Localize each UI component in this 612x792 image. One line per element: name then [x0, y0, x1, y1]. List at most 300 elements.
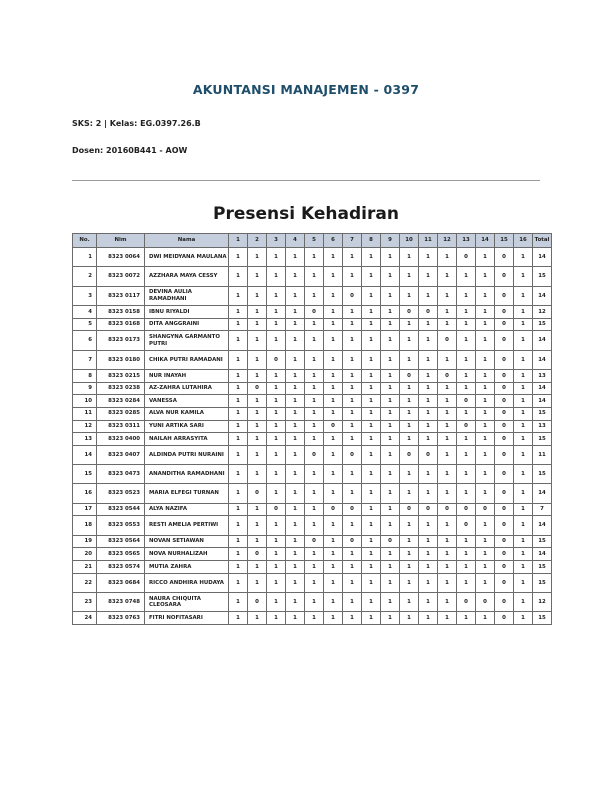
- attendance-mark: 1: [305, 548, 324, 561]
- attendance-mark: 1: [248, 331, 267, 350]
- column-header: 14: [476, 234, 495, 248]
- attendance-mark: 1: [248, 612, 267, 625]
- attendance-mark: 1: [476, 573, 495, 592]
- attendance-mark: 1: [400, 484, 419, 503]
- attendance-mark: 1: [267, 612, 286, 625]
- attendance-mark: 1: [400, 420, 419, 433]
- attendance-mark: 1: [267, 395, 286, 408]
- row-number: 20: [73, 548, 97, 561]
- attendance-mark: 1: [457, 318, 476, 331]
- attendance-mark: 1: [514, 516, 533, 535]
- column-header: 13: [457, 234, 476, 248]
- attendance-mark: 1: [514, 484, 533, 503]
- attendance-mark: 0: [457, 503, 476, 516]
- attendance-mark: 1: [514, 548, 533, 561]
- attendance-mark: 1: [362, 350, 381, 369]
- attendance-mark: 1: [286, 331, 305, 350]
- attendance-total: 12: [533, 593, 552, 612]
- attendance-mark: 1: [476, 465, 495, 484]
- attendance-mark: 1: [514, 433, 533, 446]
- attendance-mark: 1: [476, 248, 495, 267]
- attendance-mark: 1: [286, 370, 305, 383]
- student-name: FITRI NOFITASARI: [145, 612, 229, 625]
- attendance-mark: 1: [381, 516, 400, 535]
- attendance-mark: 0: [457, 248, 476, 267]
- attendance-mark: 1: [457, 612, 476, 625]
- attendance-mark: 1: [400, 593, 419, 612]
- student-name: DITA ANGGRAINI: [145, 318, 229, 331]
- attendance-mark: 1: [229, 593, 248, 612]
- attendance-mark: 0: [343, 286, 362, 305]
- attendance-mark: 1: [476, 612, 495, 625]
- attendance-mark: 1: [343, 420, 362, 433]
- column-header: 1: [229, 234, 248, 248]
- attendance-mark: 1: [514, 318, 533, 331]
- attendance-mark: 0: [400, 370, 419, 383]
- attendance-mark: 1: [476, 420, 495, 433]
- row-number: 9: [73, 382, 97, 395]
- attendance-mark: 0: [438, 331, 457, 350]
- attendance-mark: 1: [267, 516, 286, 535]
- attendance-mark: 1: [286, 248, 305, 267]
- attendance-mark: 1: [438, 465, 457, 484]
- attendance-mark: 1: [286, 382, 305, 395]
- attendance-mark: 1: [286, 395, 305, 408]
- attendance-mark: 0: [495, 433, 514, 446]
- attendance-mark: 1: [381, 420, 400, 433]
- row-number: 8: [73, 370, 97, 383]
- attendance-mark: 1: [400, 516, 419, 535]
- attendance-total: 13: [533, 420, 552, 433]
- attendance-mark: 1: [400, 248, 419, 267]
- table-row: [73, 561, 552, 574]
- attendance-mark: 1: [362, 445, 381, 464]
- table-row: [73, 318, 552, 331]
- column-header: No.: [73, 234, 97, 248]
- student-id: 8323 0158: [97, 306, 145, 319]
- attendance-mark: 1: [457, 535, 476, 548]
- attendance-mark: 1: [400, 407, 419, 420]
- attendance-mark: 1: [229, 516, 248, 535]
- attendance-mark: 1: [286, 286, 305, 305]
- attendance-mark: 1: [343, 516, 362, 535]
- attendance-total: 11: [533, 445, 552, 464]
- attendance-mark: 0: [495, 267, 514, 286]
- row-number: 18: [73, 516, 97, 535]
- attendance-mark: 1: [381, 331, 400, 350]
- student-name: DWI MEIDYANA MAULANA: [145, 248, 229, 267]
- attendance-mark: 1: [343, 350, 362, 369]
- student-id: 8323 0064: [97, 248, 145, 267]
- attendance-mark: 1: [267, 407, 286, 420]
- attendance-mark: 0: [248, 548, 267, 561]
- attendance-mark: 1: [343, 370, 362, 383]
- attendance-mark: 1: [286, 433, 305, 446]
- attendance-mark: 1: [305, 593, 324, 612]
- attendance-mark: 0: [324, 503, 343, 516]
- attendance-mark: 1: [267, 465, 286, 484]
- table-row: [73, 370, 552, 383]
- attendance-mark: 1: [476, 286, 495, 305]
- attendance-mark: 1: [305, 516, 324, 535]
- attendance-mark: 1: [305, 433, 324, 446]
- attendance-mark: 1: [324, 612, 343, 625]
- table-row: [73, 306, 552, 319]
- attendance-mark: 0: [343, 535, 362, 548]
- attendance-mark: 1: [476, 382, 495, 395]
- attendance-mark: 0: [476, 503, 495, 516]
- attendance-mark: 1: [305, 331, 324, 350]
- attendance-mark: 1: [457, 331, 476, 350]
- attendance-mark: 1: [381, 573, 400, 592]
- attendance-mark: 0: [248, 593, 267, 612]
- attendance-mark: 0: [495, 573, 514, 592]
- student-name: SHANGYNA GARMANTO PUTRI: [145, 331, 229, 350]
- attendance-mark: 1: [438, 548, 457, 561]
- attendance-mark: 1: [305, 561, 324, 574]
- attendance-mark: 1: [419, 420, 438, 433]
- attendance-mark: 1: [267, 420, 286, 433]
- column-header: 3: [267, 234, 286, 248]
- attendance-mark: 1: [229, 535, 248, 548]
- table-row: [73, 535, 552, 548]
- attendance-mark: 1: [343, 395, 362, 408]
- attendance-mark: 0: [495, 612, 514, 625]
- attendance-mark: 1: [362, 382, 381, 395]
- attendance-mark: 0: [457, 420, 476, 433]
- attendance-mark: 1: [476, 561, 495, 574]
- attendance-mark: 1: [400, 395, 419, 408]
- student-id: 8323 0284: [97, 395, 145, 408]
- attendance-mark: 1: [267, 561, 286, 574]
- attendance-mark: 0: [305, 535, 324, 548]
- row-number: 12: [73, 420, 97, 433]
- attendance-mark: 0: [495, 445, 514, 464]
- attendance-mark: 1: [286, 561, 305, 574]
- attendance-mark: 1: [514, 420, 533, 433]
- attendance-mark: 1: [229, 267, 248, 286]
- attendance-mark: 1: [381, 561, 400, 574]
- attendance-mark: 1: [305, 248, 324, 267]
- attendance-mark: 1: [343, 548, 362, 561]
- student-name: ANANDITHA RAMADHANI: [145, 465, 229, 484]
- attendance-mark: 1: [286, 612, 305, 625]
- attendance-mark: 1: [438, 484, 457, 503]
- attendance-mark: 1: [438, 573, 457, 592]
- attendance-mark: 1: [457, 407, 476, 420]
- attendance-mark: 1: [457, 350, 476, 369]
- attendance-mark: 1: [229, 433, 248, 446]
- attendance-mark: 1: [267, 573, 286, 592]
- attendance-mark: 1: [324, 370, 343, 383]
- attendance-mark: 0: [419, 306, 438, 319]
- attendance-mark: 1: [362, 593, 381, 612]
- attendance-mark: 1: [229, 465, 248, 484]
- attendance-mark: 1: [476, 445, 495, 464]
- attendance-mark: 1: [400, 612, 419, 625]
- attendance-mark: 1: [343, 573, 362, 592]
- attendance-mark: 1: [286, 573, 305, 592]
- table-row: [73, 286, 552, 305]
- attendance-mark: 1: [438, 535, 457, 548]
- attendance-mark: 1: [343, 561, 362, 574]
- attendance-mark: 1: [362, 267, 381, 286]
- attendance-mark: 1: [362, 407, 381, 420]
- attendance-mark: 1: [381, 286, 400, 305]
- attendance-mark: 1: [286, 465, 305, 484]
- attendance-mark: 1: [362, 561, 381, 574]
- attendance-mark: 1: [324, 465, 343, 484]
- attendance-mark: 1: [305, 484, 324, 503]
- attendance-mark: 1: [324, 516, 343, 535]
- attendance-mark: 0: [457, 395, 476, 408]
- attendance-mark: 1: [419, 370, 438, 383]
- attendance-mark: 1: [286, 420, 305, 433]
- row-number: 14: [73, 445, 97, 464]
- attendance-mark: 1: [514, 331, 533, 350]
- table-row: [73, 267, 552, 286]
- attendance-mark: 1: [229, 306, 248, 319]
- attendance-mark: 1: [400, 535, 419, 548]
- attendance-mark: 0: [400, 503, 419, 516]
- column-header: 5: [305, 234, 324, 248]
- table-row: [73, 445, 552, 464]
- attendance-mark: 1: [248, 286, 267, 305]
- attendance-mark: 1: [419, 286, 438, 305]
- attendance-mark: 1: [324, 331, 343, 350]
- attendance-mark: 0: [495, 503, 514, 516]
- student-id: 8323 0553: [97, 516, 145, 535]
- attendance-mark: 0: [495, 420, 514, 433]
- attendance-mark: 1: [305, 420, 324, 433]
- attendance-mark: 1: [438, 350, 457, 369]
- attendance-mark: 1: [305, 267, 324, 286]
- row-number: 1: [73, 248, 97, 267]
- attendance-mark: 1: [343, 318, 362, 331]
- student-id: 8323 0180: [97, 350, 145, 369]
- attendance-mark: 0: [438, 503, 457, 516]
- attendance-mark: 1: [324, 548, 343, 561]
- attendance-mark: 1: [343, 593, 362, 612]
- attendance-mark: 1: [438, 516, 457, 535]
- attendance-mark: 1: [305, 407, 324, 420]
- attendance-total: 15: [533, 561, 552, 574]
- student-id: 8323 0523: [97, 484, 145, 503]
- attendance-mark: 1: [362, 420, 381, 433]
- student-id: 8323 0565: [97, 548, 145, 561]
- attendance-mark: 1: [362, 318, 381, 331]
- attendance-mark: 1: [229, 350, 248, 369]
- attendance-mark: 1: [286, 267, 305, 286]
- table-row: [73, 350, 552, 369]
- attendance-mark: 1: [286, 445, 305, 464]
- attendance-mark: 1: [476, 350, 495, 369]
- attendance-total: 15: [533, 407, 552, 420]
- attendance-mark: 0: [495, 465, 514, 484]
- attendance-mark: 1: [362, 331, 381, 350]
- attendance-mark: 1: [438, 433, 457, 446]
- attendance-mark: 1: [438, 248, 457, 267]
- attendance-mark: 1: [229, 548, 248, 561]
- attendance-mark: 0: [248, 484, 267, 503]
- table-row: [73, 465, 552, 484]
- attendance-mark: 1: [343, 382, 362, 395]
- table-row: [73, 503, 552, 516]
- row-number: 19: [73, 535, 97, 548]
- student-name: NUR INAYAH: [145, 370, 229, 383]
- student-name: NOVA NURHALIZAH: [145, 548, 229, 561]
- attendance-mark: 1: [381, 612, 400, 625]
- attendance-total: 14: [533, 248, 552, 267]
- attendance-mark: 0: [248, 382, 267, 395]
- attendance-mark: 1: [324, 445, 343, 464]
- student-name: CHIKA PUTRI RAMADANI: [145, 350, 229, 369]
- attendance-mark: 1: [324, 407, 343, 420]
- attendance-mark: 1: [514, 306, 533, 319]
- attendance-mark: 0: [457, 516, 476, 535]
- attendance-mark: 1: [267, 382, 286, 395]
- attendance-mark: 1: [476, 433, 495, 446]
- attendance-mark: 1: [381, 306, 400, 319]
- attendance-mark: 1: [362, 306, 381, 319]
- attendance-mark: 1: [400, 561, 419, 574]
- lecturer-line: Dosen: 20160B441 - AOW: [72, 146, 188, 155]
- column-header: 15: [495, 234, 514, 248]
- attendance-mark: 0: [495, 561, 514, 574]
- attendance-mark: 1: [305, 318, 324, 331]
- column-header: 7: [343, 234, 362, 248]
- attendance-mark: 1: [324, 350, 343, 369]
- row-number: 16: [73, 484, 97, 503]
- student-id: 8323 0748: [97, 593, 145, 612]
- student-name: MUTIA ZAHRA: [145, 561, 229, 574]
- attendance-mark: 0: [324, 420, 343, 433]
- table-body: [73, 248, 552, 625]
- attendance-mark: 1: [324, 484, 343, 503]
- attendance-mark: 1: [476, 395, 495, 408]
- attendance-mark: 1: [438, 286, 457, 305]
- attendance-mark: 1: [267, 445, 286, 464]
- attendance-mark: 1: [400, 465, 419, 484]
- attendance-mark: 1: [419, 350, 438, 369]
- table-header-row: [73, 234, 552, 248]
- attendance-mark: 1: [438, 395, 457, 408]
- attendance-mark: 1: [457, 484, 476, 503]
- attendance-mark: 1: [267, 484, 286, 503]
- attendance-mark: 1: [229, 370, 248, 383]
- row-number: 7: [73, 350, 97, 369]
- attendance-mark: 1: [248, 420, 267, 433]
- attendance-mark: 1: [362, 503, 381, 516]
- attendance-mark: 1: [419, 267, 438, 286]
- attendance-mark: 1: [476, 407, 495, 420]
- attendance-mark: 1: [381, 503, 400, 516]
- attendance-mark: 1: [229, 503, 248, 516]
- student-id: 8323 0544: [97, 503, 145, 516]
- attendance-mark: 0: [438, 370, 457, 383]
- attendance-mark: 1: [457, 548, 476, 561]
- attendance-mark: 1: [438, 306, 457, 319]
- attendance-mark: 1: [381, 350, 400, 369]
- column-header: 6: [324, 234, 343, 248]
- attendance-mark: 1: [343, 267, 362, 286]
- attendance-mark: 1: [286, 407, 305, 420]
- student-name: NAILAH ARRASYITA: [145, 433, 229, 446]
- column-header: Nama: [145, 234, 229, 248]
- attendance-mark: 1: [267, 267, 286, 286]
- attendance-mark: 0: [495, 535, 514, 548]
- attendance-total: 14: [533, 395, 552, 408]
- attendance-mark: 1: [248, 535, 267, 548]
- attendance-mark: 1: [362, 573, 381, 592]
- column-header: Nim: [97, 234, 145, 248]
- attendance-mark: 1: [324, 593, 343, 612]
- attendance-mark: 0: [495, 593, 514, 612]
- attendance-mark: 1: [514, 248, 533, 267]
- attendance-mark: 1: [248, 350, 267, 369]
- student-id: 8323 0215: [97, 370, 145, 383]
- student-name: ALDINDA PUTRI NURAINI: [145, 445, 229, 464]
- attendance-mark: 1: [514, 267, 533, 286]
- table-row: [73, 484, 552, 503]
- student-name: MARIA ELFEGI TURNAN: [145, 484, 229, 503]
- attendance-mark: 1: [362, 548, 381, 561]
- sks-class-line: SKS: 2 | Kelas: EG.0397.26.B: [72, 119, 201, 128]
- attendance-mark: 1: [324, 248, 343, 267]
- attendance-mark: 1: [514, 350, 533, 369]
- attendance-mark: 1: [229, 395, 248, 408]
- attendance-mark: 1: [324, 433, 343, 446]
- student-id: 8323 0168: [97, 318, 145, 331]
- attendance-mark: 1: [248, 248, 267, 267]
- attendance-mark: 0: [495, 382, 514, 395]
- course-title: AKUNTANSI MANAJEMEN - 0397: [192, 82, 420, 97]
- attendance-mark: 1: [324, 535, 343, 548]
- attendance-mark: 0: [343, 503, 362, 516]
- attendance-mark: 1: [381, 407, 400, 420]
- row-number: 24: [73, 612, 97, 625]
- attendance-mark: 1: [343, 465, 362, 484]
- attendance-mark: 1: [362, 465, 381, 484]
- attendance-mark: 1: [324, 286, 343, 305]
- row-number: 11: [73, 407, 97, 420]
- attendance-mark: 1: [514, 573, 533, 592]
- attendance-mark: 1: [305, 350, 324, 369]
- attendance-mark: 1: [267, 535, 286, 548]
- attendance-mark: 1: [457, 561, 476, 574]
- attendance-mark: 0: [419, 445, 438, 464]
- attendance-mark: 1: [514, 286, 533, 305]
- attendance-mark: 1: [362, 286, 381, 305]
- attendance-mark: 1: [476, 370, 495, 383]
- attendance-total: 14: [533, 382, 552, 395]
- attendance-mark: 1: [419, 516, 438, 535]
- attendance-mark: 1: [343, 331, 362, 350]
- student-name: NOVAN SETIAWAN: [145, 535, 229, 548]
- table-row: [73, 612, 552, 625]
- table-row: [73, 331, 552, 350]
- table-row: [73, 433, 552, 446]
- attendance-mark: 0: [495, 248, 514, 267]
- row-number: 10: [73, 395, 97, 408]
- column-header: Total: [533, 234, 552, 248]
- attendance-mark: 1: [248, 561, 267, 574]
- attendance-mark: 1: [400, 331, 419, 350]
- row-number: 2: [73, 267, 97, 286]
- attendance-mark: 1: [457, 382, 476, 395]
- row-number: 13: [73, 433, 97, 446]
- attendance-mark: 1: [400, 350, 419, 369]
